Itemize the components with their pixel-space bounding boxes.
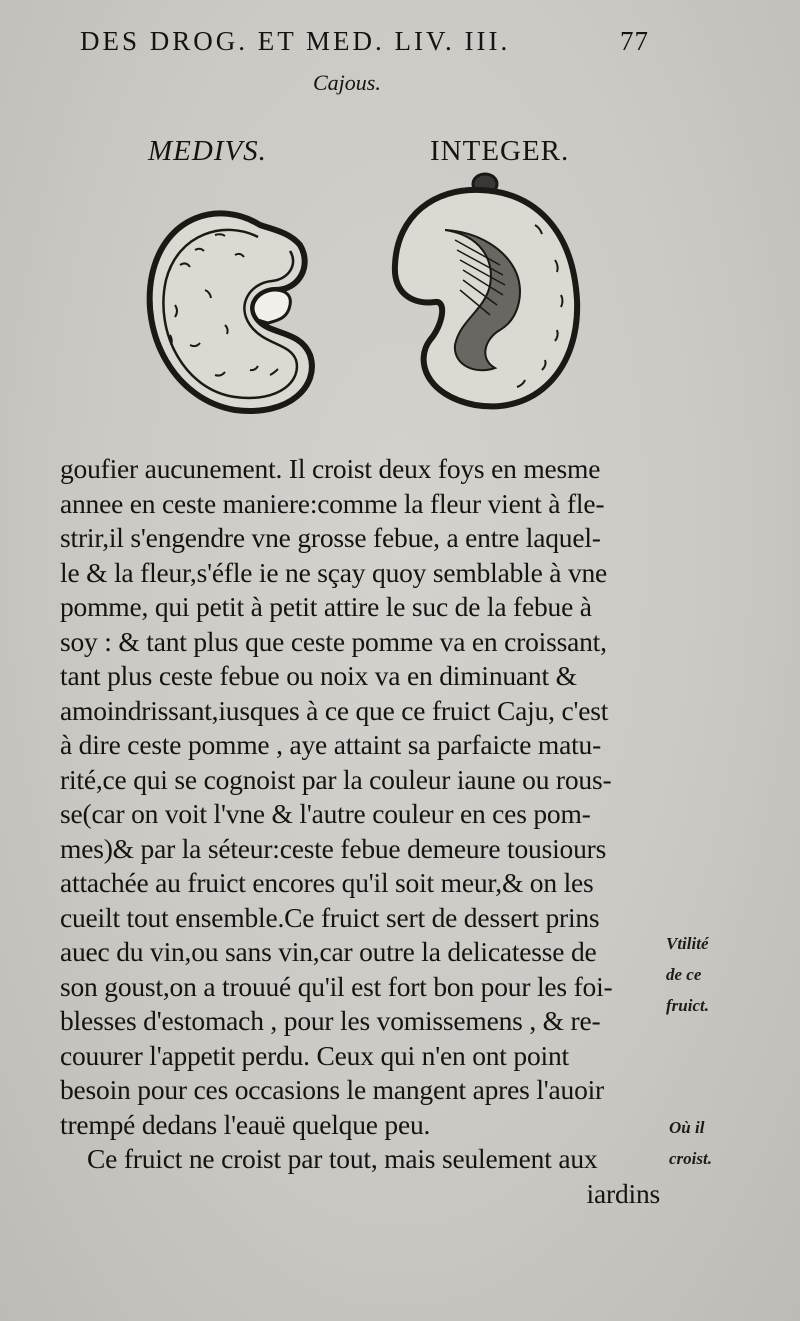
body-line: blesses d'estomach , pour les vomissemens , & re- bbox=[60, 1005, 601, 1036]
figure-caption-integer: INTEGER. bbox=[430, 135, 570, 167]
margin-note-utility bbox=[666, 928, 746, 1021]
body-line: auec du vin,ou sans vin,car outre la delicatesse de bbox=[60, 936, 597, 967]
margin-note-line: fruict. bbox=[666, 996, 709, 1015]
body-line: se(car on voit l'vne & l'autre couleur en ces pom- bbox=[60, 798, 591, 829]
margin-note-where bbox=[669, 1112, 749, 1174]
section-subtitle: Cajous. bbox=[313, 70, 381, 95]
body-line: strir,il s'engendre vne grosse febue, a entre laquel- bbox=[60, 522, 601, 553]
body-line: trempé dedans l'eauë quelque peu. bbox=[60, 1108, 431, 1140]
body-line: le & la fleur,s'éfle ie ne sçay quoy semblable à vne bbox=[60, 556, 608, 588]
margin-note-line: Où il bbox=[669, 1118, 705, 1137]
running-title: DES DROG. ET MED. LIV. III. bbox=[80, 26, 511, 56]
body-line: besoin pour ces occasions le mangent apres l'auoir bbox=[60, 1074, 605, 1105]
body-line: amoindrissant,iusques à ce que ce fruict Caju, c'est bbox=[60, 694, 609, 726]
body-line: rité,ce qui se cognoist par la couleur iaune ou rous- bbox=[60, 763, 612, 795]
cashew-halved-woodcut bbox=[140, 195, 325, 420]
body-line: attachée au fruict encores qu'il soit meur,& on les bbox=[60, 867, 594, 898]
catchword: iardins bbox=[586, 1177, 660, 1209]
body-line: son goust,on a trouué qu'il est fort bon pour les foi- bbox=[60, 970, 613, 1002]
body-line: annee en ceste maniere:comme la fleur vient à fle- bbox=[60, 487, 605, 519]
body-text bbox=[60, 452, 680, 1211]
body-line: tant plus ceste febue ou noix va en diminuant & bbox=[60, 660, 577, 691]
cashew-whole-woodcut bbox=[385, 170, 585, 415]
body-line: goufier aucunement. Il croist deux foys en mesme bbox=[60, 453, 601, 484]
running-header bbox=[80, 26, 680, 60]
page-number: 77 bbox=[620, 26, 649, 56]
body-line: cueilt tout ensemble.Ce fruict sert de dessert prins bbox=[60, 901, 600, 933]
body-line: Ce fruict ne croist par tout, mais seulement aux bbox=[87, 1143, 598, 1174]
figure-caption-medius: MEDIVS. bbox=[148, 135, 267, 167]
margin-note-line: croist. bbox=[669, 1149, 712, 1168]
margin-note-line: de ce bbox=[666, 965, 702, 984]
margin-note-line: Vtilité bbox=[666, 934, 709, 953]
body-line: soy : & tant plus que ceste pomme va en croissant, bbox=[60, 625, 607, 657]
body-line: pomme, qui petit à petit attire le suc de la febue à bbox=[60, 591, 592, 622]
body-line: couurer l'appetit perdu. Ceux qui n'en ont point bbox=[60, 1039, 569, 1071]
body-line: mes)& par la séteur:ceste febue demeure tousiours bbox=[60, 832, 607, 864]
body-line: à dire ceste pomme , aye attaint sa parfaicte matu- bbox=[60, 729, 602, 760]
